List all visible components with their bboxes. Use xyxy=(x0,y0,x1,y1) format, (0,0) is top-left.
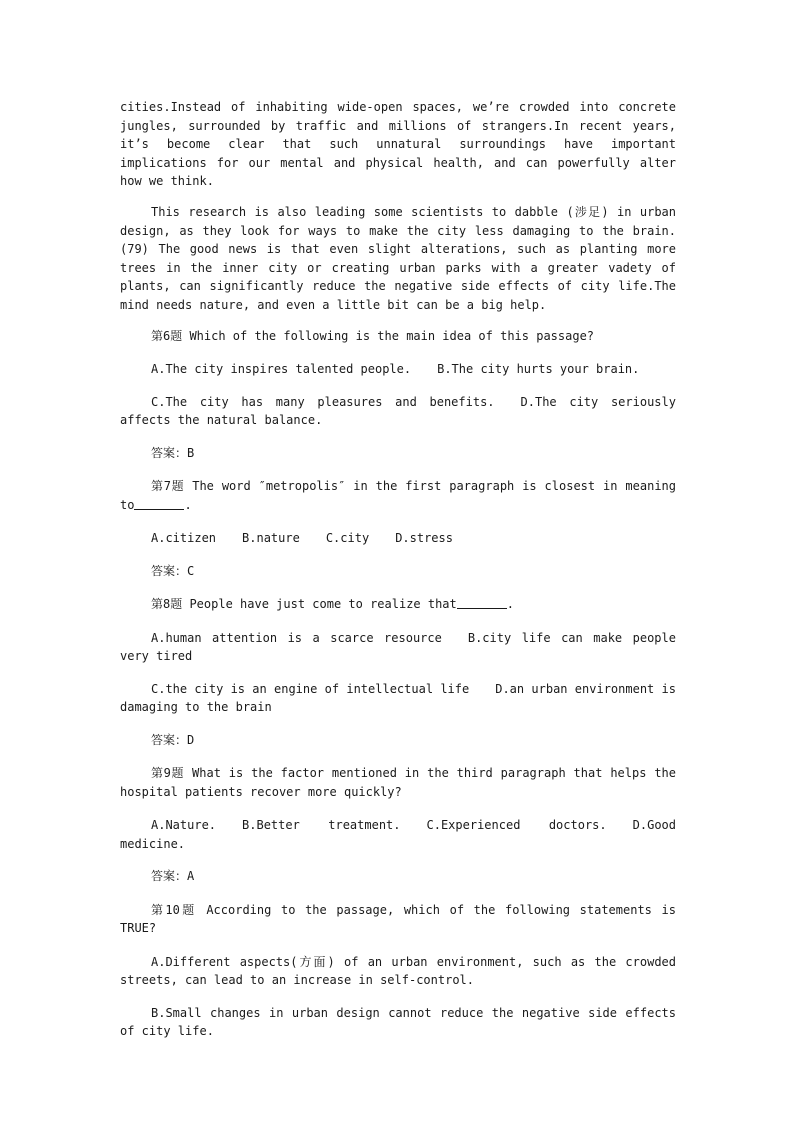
question-6-option-c: C.The city has many pleasures and benefits. xyxy=(151,394,495,409)
question-7-options xyxy=(120,529,676,548)
question-6-option-b: B.The city hurts your brain. xyxy=(437,362,640,376)
document-page xyxy=(120,98,676,1055)
question-9-option-c: C.Experienced doctors. xyxy=(426,818,607,832)
question-8-stem-end: . xyxy=(506,597,514,611)
question-7-stem-end: . xyxy=(184,497,192,512)
question-6-option-a: A.The city inspires talented people. xyxy=(151,362,412,376)
question-8-answer: 答案：D xyxy=(151,732,195,747)
question-8-option-b: B.city life can make people very tired xyxy=(120,630,676,663)
question-8-stem-text: 第8题 People have just come to realize that xyxy=(151,597,457,611)
question-9-option-d: D.Good medicine. xyxy=(120,818,676,851)
question-7-option-b: B.nature xyxy=(242,531,300,545)
question-9-stem: 第9题 What is the factor mentioned in the third paragraph that helps the hospital patients recover more quickly? xyxy=(120,766,676,799)
question-8-options-line-1 xyxy=(120,629,676,666)
question-7-option-a: A.citizen xyxy=(151,531,217,545)
question-7-option-c: C.city xyxy=(325,531,370,545)
question-7-stem-text: 第7题 The word ″metropolis″ in the first paragraph is closest in meaning to xyxy=(120,479,676,512)
passage-paragraph-2: This research is also leading some scientists to dabble (涉足) in urban design, as they look for ways to make the city less damaging to the brain.(79) The good news is that even slight alterations, such as planting more trees in the inner city or creating urban parks with a greater vadety of plants, can significantly reduce the negative side effects of city life.The mind needs nature, and even a little bit can be a big help. xyxy=(120,205,676,312)
question-6-answer: 答案：B xyxy=(151,445,195,460)
answer-blank xyxy=(134,497,184,510)
question-6-option-d: D.The city seriously affects the natural balance. xyxy=(120,394,676,427)
question-8-stem xyxy=(120,595,676,614)
answer-blank xyxy=(457,596,507,609)
question-8-options-line-2 xyxy=(120,680,676,717)
question-7-answer: 答案：C xyxy=(151,563,195,578)
question-8-option-a: A.human attention is a scarce resource xyxy=(151,630,442,645)
question-9-answer: 答案：A xyxy=(151,869,195,883)
question-9-option-a: A.Nature. xyxy=(151,818,217,832)
question-9-options xyxy=(120,816,676,853)
question-7-option-d: D.stress xyxy=(395,531,453,545)
question-6-stem: 第6题 Which of the following is the main idea of this passage? xyxy=(151,328,595,343)
question-6-options-line-2 xyxy=(120,393,676,430)
question-10-option-b: B.Small changes in urban design cannot reduce the negative side effects of city life. xyxy=(120,1005,676,1038)
question-9-option-b: B.Better treatment. xyxy=(242,818,401,832)
question-8-option-d: D.an urban environment is damaging to the brain xyxy=(120,681,676,714)
passage-paragraph-1: cities.Instead of inhabiting wide-open spaces, we’re crowded into concrete jungles, surrounded by traffic and millions of strangers.In recent years, it’s become clear that such unnatural surroundings have important implications for our mental and physical health, and can powerfully alter how we think. xyxy=(120,100,676,188)
question-7-stem xyxy=(120,477,676,514)
question-8-option-c: C.the city is an engine of intellectual life xyxy=(151,681,470,696)
question-10-option-a: A.Different aspects(方面) of an urban environment, such as the crowded streets, can lead to an increase in self-control. xyxy=(120,954,676,987)
question-10-stem: 第10题 According to the passage, which of the following statements is TRUE? xyxy=(120,902,676,935)
question-6-options-line-1 xyxy=(120,360,676,379)
